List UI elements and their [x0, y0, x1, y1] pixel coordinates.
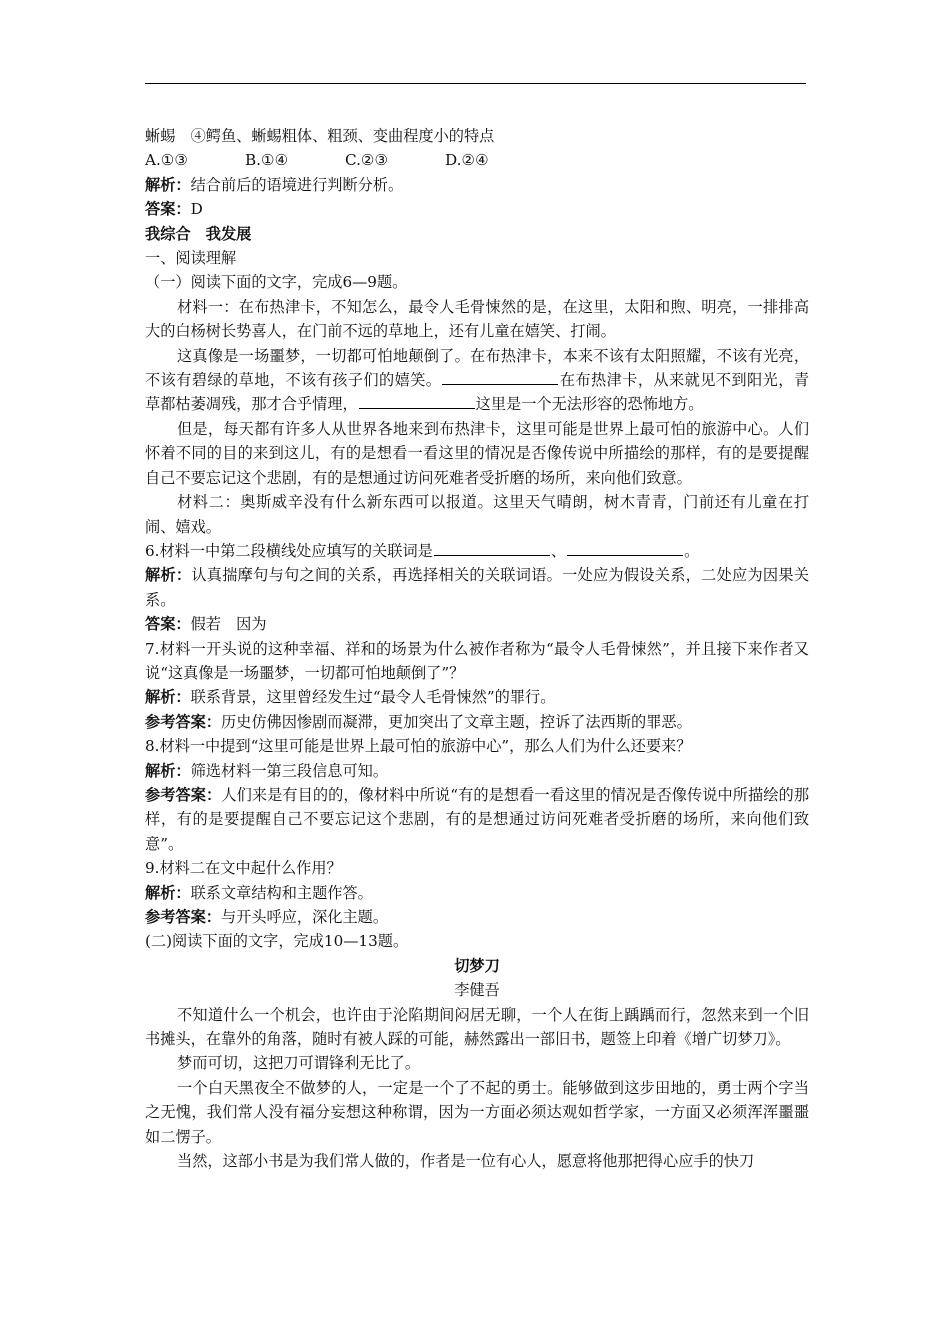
material-1-para-1: 材料一：在布热津卡，不知怎么，最令人毛骨悚然的是，在这里，太阳和煦、明亮，一排排高大的白杨树长势喜人，在门前不远的草地上，还有儿童在嬉笑、打闹。 [145, 297, 809, 341]
material-1-para-2: 这真像是一场噩梦，一切都可怕地颠倒了。在布热津卡，本来不该有太阳照耀，不该有光亮，不该有碧绿的草地，不该有孩子们的嬉笑。 在布热津卡，从来就见不到阳光，青草都枯萎凋残，那才合乎情理， 这里是一个无法形容的恐怖地方。 [145, 346, 810, 414]
material-1-para-3: 但是，每天都有许多人从世界各地来到布热津卡，这里可能是世界上最可怕的旅游中心。人们怀着不同的目的来到这儿，有的是想看一看这里的情况是否像传说中所描绘的那样，有的是要提醒自己不要忘记这个悲剧，有的是想通过访问死难者受折磨的场所，来向他们致意。 [145, 419, 809, 487]
option-d: D.②④ [445, 151, 489, 170]
essay-para-3: 一个白天黑夜全不做梦的人，一定是一个了不起的勇士。能够做到这步田地的，勇士两个字当之无愧，我们常人没有福分妄想这种称谓，因为一方面必须达观如哲学家，一方面又必须浑浑噩噩如二愣子。 [145, 1078, 809, 1146]
reference-answer-8: 参考答案：人们来是有目的的，像材料中所说“有的是想看一看这里的情况是否像传说中所描绘的那样，有的是要提醒自己不要忘记这个悲剧，有的是想通过访问死难者受折磨的场所，来向他们致意”。 [145, 785, 810, 853]
fill-blank-q6-1 [434, 540, 550, 556]
essay-title: 切梦刀 [454, 956, 500, 975]
fill-blank-q6-2 [567, 540, 683, 556]
option-a: A.①③ [145, 151, 189, 170]
essay-author: 李健吾 [454, 981, 500, 1000]
header-rule [145, 83, 806, 84]
reference-answer-7: 参考答案：历史仿佛因惨剧而凝滞，更加突出了文章主题，控诉了法西斯的罪恶。 [145, 712, 692, 731]
section-title: 我综合 我发展 [145, 224, 252, 243]
option-b: B.①④ [245, 151, 289, 170]
fill-blank-2 [359, 393, 475, 409]
analysis-6: 解析：认真揣摩句与句之间的关系，再选择相关的关联词语。一处应为假设关系，二处应为因果关系。 [145, 566, 809, 609]
answer-options [145, 148, 809, 172]
analysis-8: 解析：筛选材料一第三段信息可知。 [145, 761, 388, 780]
essay-para-1: 不知道什么一个机会，也许由于沦陷期间闷居无聊，一个人在街上踽踽而行，忽然来到一个旧书摊头，在靠外的角落，随时有被人踩的可能，赫然露出一部旧书，题签上印着《增广切梦刀》。 [145, 1005, 809, 1049]
sub-heading-2: (二)阅读下面的文字，完成10—13题。 [145, 932, 409, 951]
answer-6: 答案：假若 因为 [145, 615, 267, 634]
analysis-1: 解析：结合前后的语境进行判断分析。 [145, 175, 404, 194]
analysis-7: 解析：联系背景，这里曾经发生过“最令人毛骨悚然”的罪行。 [145, 688, 556, 707]
question-6: 6.材料一中第二段横线处应填写的关联词是 、 。 [145, 541, 700, 560]
answer-1: 答案：D [145, 200, 203, 219]
question-8: 8.材料一中提到“这里可能是世界上最可怕的旅游中心”，那么人们为什么还要来？ [145, 737, 692, 756]
text-line: 蜥蜴 ④鳄鱼、蜥蜴粗体、粗颈、变曲程度小的特点 [145, 127, 495, 145]
question-9: 9.材料二在文中起什么作用？ [145, 859, 342, 878]
reference-answer-9: 参考答案：与开头呼应，深化主题。 [145, 908, 388, 926]
question-7: 7.材料一开头说的这种幸福、祥和的场景为什么被作者称为“最令人毛骨悚然”，并且接下来作者又说“这真像是一场噩梦，一切都可怕地颠倒了”？ [145, 639, 809, 682]
essay-para-2: 梦而可切，这把刀可谓锋利无比了。 [177, 1054, 420, 1073]
analysis-9: 解析：联系文章结构和主题作答。 [145, 883, 373, 902]
document-body [145, 124, 809, 1173]
essay-para-4: 当然，这部小书是为我们常人做的，作者是一位有心人，愿意将他那把得心应手的快刀 [177, 1152, 755, 1171]
part-heading: 一、阅读理解 [145, 249, 237, 268]
sub-heading-1: （一）阅读下面的文字，完成6—9题。 [145, 273, 408, 292]
fill-blank-1 [442, 369, 558, 385]
option-c: C.②③ [345, 151, 389, 170]
material-2: 材料二：奥斯威辛没有什么新东西可以报道。这里天气晴朗，树木青青，门前还有儿童在打闹、嬉戏。 [145, 493, 809, 536]
